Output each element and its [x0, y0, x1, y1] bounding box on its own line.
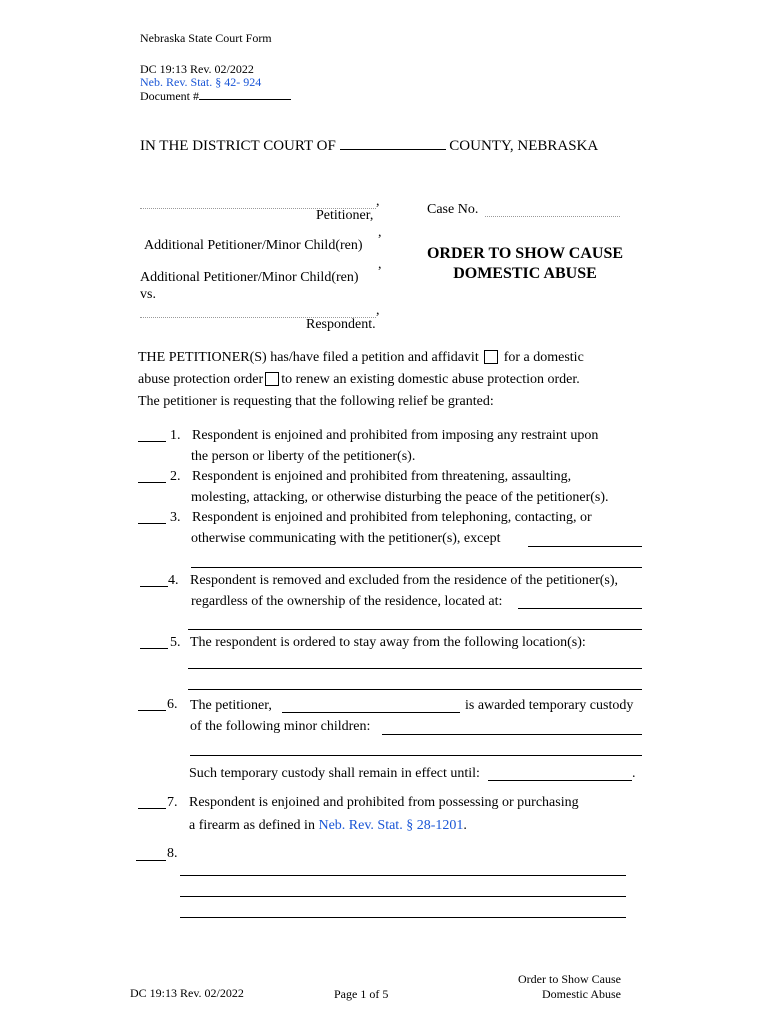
item-1-number: 1. — [170, 428, 181, 443]
item-5-number: 5. — [170, 635, 181, 650]
item-4-number: 4. — [168, 573, 179, 588]
item-3-except-blank[interactable] — [528, 546, 642, 547]
item-4-initial-blank[interactable] — [140, 586, 168, 587]
item-8-initial-blank[interactable] — [136, 860, 166, 861]
intro-text-2b: to renew an existing domestic abuse protection order. — [281, 372, 580, 387]
item-3-line-1: Respondent is enjoined and prohibited from telephoning, contacting, or — [192, 510, 592, 525]
item-6-initial-blank[interactable] — [138, 710, 166, 711]
statute-link[interactable]: Neb. Rev. Stat. § 42- 924 — [140, 75, 262, 89]
additional-petitioner-label-1: Additional Petitioner/Minor Child(ren) — [144, 238, 363, 253]
item-8-blank-1[interactable] — [180, 875, 626, 876]
footer-form-number: DC 19:13 Rev. 02/2022 — [130, 986, 244, 1000]
county-blank[interactable] — [340, 149, 446, 150]
petitioner-comma: , — [376, 194, 380, 209]
court-line — [140, 138, 598, 155]
item-8-number: 8. — [167, 846, 178, 861]
renew-order-checkbox[interactable] — [265, 372, 279, 386]
respondent-label: Respondent. — [306, 317, 376, 332]
item-3-initial-blank[interactable] — [138, 523, 166, 524]
stay-away-location-blank-2[interactable] — [188, 689, 642, 690]
form-number: DC 19:13 Rev. 02/2022 — [140, 62, 254, 76]
item-6-line-1b: is awarded temporary custody — [465, 698, 634, 713]
intro-text-2a: abuse protection order — [138, 372, 264, 387]
stay-away-location-blank-1[interactable] — [188, 668, 642, 669]
intro-line-1 — [138, 350, 584, 366]
item-8-blank-3[interactable] — [180, 917, 626, 918]
petitioner-label: Petitioner, — [316, 208, 374, 223]
item-2-number: 2. — [170, 469, 181, 484]
petition-affidavit-checkbox[interactable] — [484, 350, 498, 364]
court-prefix: IN THE DISTRICT COURT OF — [140, 138, 336, 154]
item-1-initial-blank[interactable] — [138, 441, 166, 442]
footer-title-line2: Domestic Abuse — [542, 987, 621, 1001]
firearm-statute-link[interactable]: Neb. Rev. Stat. § 28-1201 — [318, 818, 464, 833]
item-6-line-3: Such temporary custody shall remain in effect until: — [189, 766, 480, 781]
residence-address-blank[interactable] — [518, 608, 642, 609]
item-1-line-1: Respondent is enjoined and prohibited from imposing any restraint upon — [192, 428, 599, 443]
court-suffix: COUNTY, NEBRASKA — [449, 138, 599, 154]
item-1-line-2: the person or liberty of the petitioner(s). — [191, 449, 416, 464]
item-5-line-1: The respondent is ordered to stay away from the following location(s): — [190, 635, 586, 650]
case-number-field[interactable] — [485, 216, 620, 217]
item-5-initial-blank[interactable] — [140, 648, 168, 649]
item-3-line-2: otherwise communicating with the petitioner(s), except — [191, 531, 501, 546]
item-7-text: a firearm as defined in — [189, 818, 315, 833]
item-7-initial-blank[interactable] — [138, 808, 166, 809]
item-4-line-2: regardless of the ownership of the residence, located at: — [191, 594, 503, 609]
footer-title-line1: Order to Show Cause — [518, 972, 621, 986]
form-source: Nebraska State Court Form — [140, 31, 272, 45]
case-number-label: Case No. — [427, 202, 479, 217]
document-number — [140, 89, 291, 104]
item-2-initial-blank[interactable] — [138, 482, 166, 483]
item-7-line-2 — [189, 818, 467, 834]
intro-line-2 — [138, 372, 580, 388]
document-number-blank[interactable] — [199, 99, 291, 100]
document-label: Document # — [140, 89, 199, 103]
item-6-line-1a: The petitioner, — [190, 698, 272, 713]
additional-petitioner-label-2: Additional Petitioner/Minor Child(ren) — [140, 270, 359, 285]
intro-text-1a: THE PETITIONER(S) has/have filed a petition and affidavit — [138, 350, 479, 365]
item-8-blank-2[interactable] — [180, 896, 626, 897]
item-7-number: 7. — [167, 795, 178, 810]
custodial-petitioner-blank[interactable] — [282, 712, 460, 713]
footer-page-number: Page 1 of 5 — [334, 987, 389, 1001]
custody-until-period: . — [632, 766, 636, 781]
order-title-line1: ORDER TO SHOW CAUSE — [426, 245, 624, 262]
item-3-number: 3. — [170, 510, 181, 525]
item-4-line-1: Respondent is removed and excluded from the residence of the petitioner(s), — [190, 573, 619, 588]
additional-1-comma: , — [378, 225, 382, 240]
item-6-line-2: of the following minor children: — [190, 719, 371, 734]
case-number — [427, 202, 478, 218]
intro-text-1b: for a domestic — [503, 350, 584, 365]
respondent-comma: , — [376, 303, 380, 318]
item-6-number: 6. — [167, 697, 178, 712]
custody-until-blank[interactable] — [488, 780, 632, 781]
additional-2-comma: , — [378, 257, 382, 272]
minor-children-blank-1[interactable] — [382, 734, 642, 735]
intro-line-3: The petitioner is requesting that the following relief be granted: — [138, 394, 494, 409]
vs-label: vs. — [140, 287, 156, 302]
item-7-line-1: Respondent is enjoined and prohibited from possessing or purchasing — [189, 795, 579, 810]
order-title-line2: DOMESTIC ABUSE — [453, 265, 597, 282]
item-7-period: . — [463, 818, 467, 833]
minor-children-blank-2[interactable] — [190, 755, 642, 756]
residence-address-blank-2[interactable] — [188, 629, 642, 630]
item-2-line-1: Respondent is enjoined and prohibited from threatening, assaulting, — [192, 469, 572, 484]
item-2-line-2: molesting, attacking, or otherwise disturbing the peace of the petitioner(s). — [191, 490, 609, 505]
item-3-except-blank-2[interactable] — [191, 567, 642, 568]
